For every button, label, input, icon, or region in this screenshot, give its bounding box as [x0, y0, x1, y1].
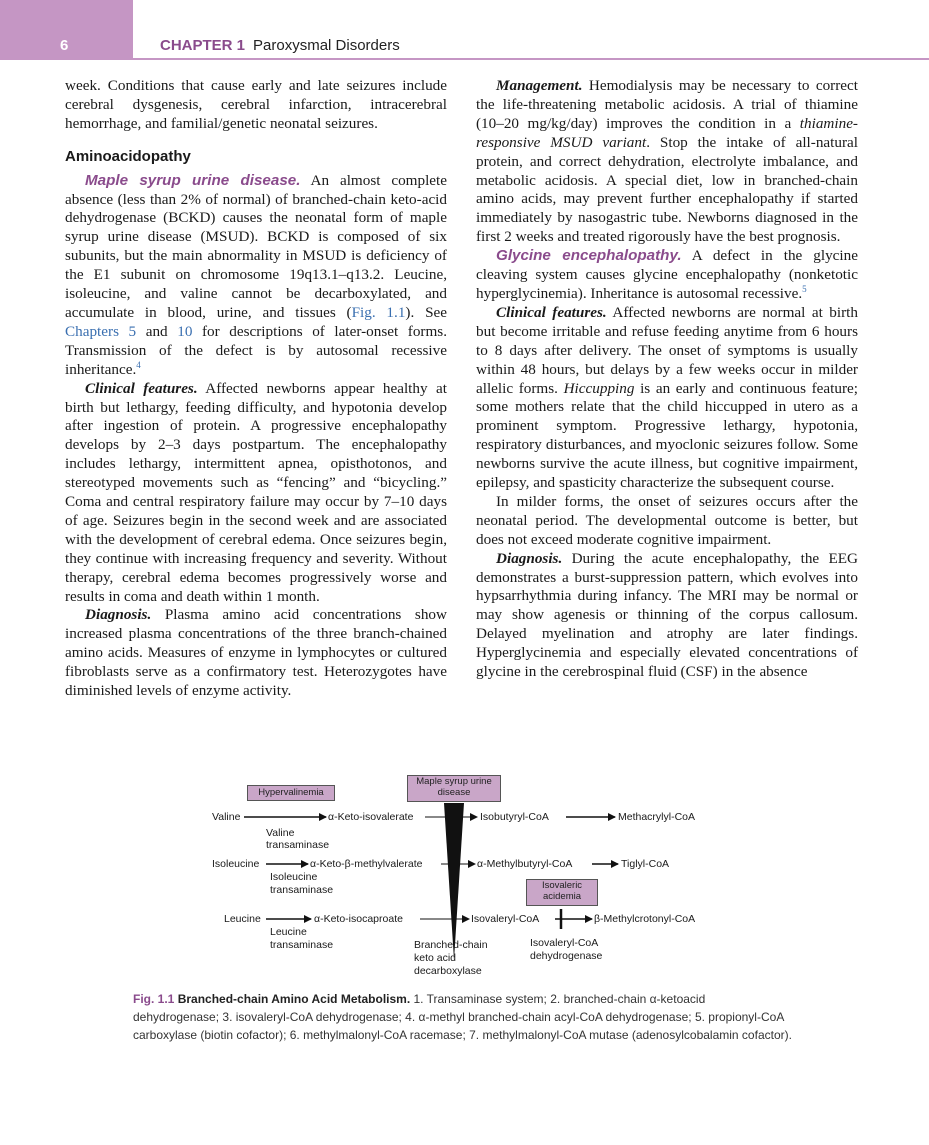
- management-text: Hemodialysis may be necessary to correct the life-threatening metabolic acidosis. A trial of thiamine (10–20 mg/kg/day) improves the condition in a: [476, 77, 858, 132]
- label-isoleucine-transaminase-2: transaminase: [270, 884, 334, 896]
- paragraph-glycine-diagnosis: [476, 550, 858, 682]
- subheading-glycine-encephalopathy: Glycine encephalopathy.: [496, 247, 682, 265]
- fig-1-1-link[interactable]: Fig. 1.1: [351, 303, 406, 321]
- running-head: [160, 37, 400, 54]
- management-italic: thiamine-responsive MSUD variant: [476, 114, 858, 151]
- label-tiglyl-coa: Tiglyl-CoA: [621, 858, 670, 870]
- diagnosis-text: Plasma amino acid concentrations show increased plasma concentrations of the three branch-chained amino acids. Measures of enzyme in lymphocytes or cultured fibroblasts serve as a confirmatory test. Heterozygotes have diminished levels of enzyme activity.: [65, 606, 447, 700]
- label-leucine-transaminase-2: transaminase: [270, 939, 334, 951]
- label-ivd-2: dehydrogenase: [530, 950, 603, 962]
- chapter-title: Paroxysmal Disorders: [253, 37, 400, 54]
- figure-title: Branched-chain Amino Acid Metabolism.: [177, 992, 411, 1006]
- figure-number: Fig. 1.1: [133, 992, 175, 1006]
- paragraph-seizure-causes: week. Conditions that cause early and late seizures include cerebral dysgenesis, cerebral infarction, intracerebral hemorrhage, and familial/genetic neonatal seizures.: [65, 77, 447, 132]
- chapter-10-link[interactable]: 10: [177, 322, 193, 340]
- msud-text-4: for descriptions of later-onset forms. Transmission of the defect is by autosomal recessive inheritance.: [65, 322, 447, 378]
- paragraph-msud-diagnosis: [65, 606, 447, 701]
- label-isobutyryl-coa: Isobutyryl-CoA: [480, 811, 549, 823]
- label-bckd-1: Branched-chain: [414, 939, 488, 951]
- msud-text-3: and: [136, 322, 178, 340]
- figure-caption: [133, 990, 793, 1044]
- label-msud-2: disease: [437, 787, 471, 798]
- chapter-number: CHAPTER 1: [160, 37, 246, 54]
- right-column: [476, 77, 858, 682]
- label-methylcrotonyl-coa: β-Methylcrotonyl-CoA: [594, 913, 696, 925]
- label-leucine: Leucine: [224, 913, 261, 925]
- label-msud-1: Maple syrup urine: [416, 776, 492, 787]
- label-valine-transaminase-2: transaminase: [266, 839, 330, 851]
- label-keto-methylvalerate: α-Keto-β-methylvalerate: [310, 858, 423, 870]
- label-bckd-3: decarboxylase: [414, 965, 482, 977]
- chapter-5-link[interactable]: Chapters 5: [65, 322, 137, 340]
- box-isovaleric-acidemia: [526, 879, 598, 906]
- hiccupping-italic: Hiccupping: [563, 379, 635, 397]
- label-iva-2: acidemia: [542, 891, 582, 902]
- msud-text: An almost complete absence (less than 2% of normal) of branched-chain keto-acid dehydrogenase (BCKD) causes the neonatal form of maple syrup urine disease (MSUD). BCKD is composed of six subunits, but the main abnormality in MSUD is deficiency of the E1 subunit on chromosome 19q13.1–q13.2. Leucine, isoleucine, and valine cannot be decarboxylated, and accumulate in blood, urine, and tissues (: [65, 171, 448, 321]
- subheading-clinical-features: Clinical features.: [85, 379, 198, 397]
- msud-block-wedge: [444, 803, 464, 960]
- label-ivd-1: Isovaleryl-CoA: [530, 937, 599, 949]
- label-valine: Valine: [212, 811, 241, 823]
- paragraph-msud: [65, 172, 447, 380]
- label-hypervalinemia: Hypervalinemia: [258, 787, 324, 798]
- subheading-diagnosis: Diagnosis.: [85, 606, 152, 624]
- subheading-management: Management.: [496, 77, 583, 94]
- paragraph-management: [476, 77, 858, 247]
- box-hypervalinemia: [247, 785, 335, 801]
- management-text-2: . Stop the intake of all-natural protein, and correct dehydration, electrolyte imbalance, and metabolic acidosis. A special diet, low in branched-chain amino acids, may prevent further encephalopathy if started immediately by nasogastric tube. Newborns diagnosed in the first 2 weeks and treated rigorously have the best prognosis.: [476, 133, 858, 246]
- subheading-clinical-features-2: Clinical features.: [496, 303, 607, 321]
- label-isoleucine: Isoleucine: [212, 858, 260, 870]
- label-methacrylyl-coa: Methacrylyl-CoA: [618, 811, 696, 823]
- label-isovaleryl-coa: Isovaleryl-CoA: [471, 913, 540, 925]
- page-number: 6: [60, 37, 69, 54]
- figure-1-1-diagram: [200, 770, 720, 985]
- subheading-msud: Maple syrup urine disease.: [85, 171, 301, 189]
- label-bckd-2: keto acid: [414, 952, 457, 964]
- reference-4[interactable]: 4: [136, 359, 141, 370]
- label-valine-transaminase-1: Valine: [266, 827, 295, 839]
- left-column: [65, 77, 447, 701]
- glycine-text: A defect in the glycine cleaving system causes glycine encephalopathy (nonketotic hyperglycinemia). Inheritance is autosomal recessive.: [476, 247, 858, 302]
- paragraph-msud-clinical: [65, 380, 447, 607]
- box-msud: [407, 775, 501, 802]
- msud-text-2: ). See: [405, 303, 447, 321]
- label-isoleucine-transaminase-1: Isoleucine: [270, 871, 318, 883]
- paragraph-glycine: [476, 247, 858, 304]
- glycine-clinical-text-2: is an early and continuous feature; some mothers relate that the child hiccupped in utero as a prominent symptom. Progressive lethargy, hypotonia, respiratory disturbances, and myoclonic seizures follow. Some newborns survive the acute illness, but cognitive impairment, epilepsy, and spasticity characterize the subsequent course.: [476, 379, 858, 492]
- subheading-diagnosis-2: Diagnosis.: [496, 549, 563, 567]
- glycine-diagnosis-text: During the acute encephalopathy, the EEG demonstrates a burst-suppression pattern, which evolves into hypsarrhythmia during infancy. The MRI may be normal or may show agenesis or thinning of the corpus callosum. Delayed myelination and atrophy are later findings. Hyperglycinemia and especially elevated concentrations of glycine in the cerebrospinal fluid (CSF) in the absence: [476, 549, 858, 681]
- label-keto-isocaproate: α-Keto-isocaproate: [314, 913, 403, 925]
- reference-5[interactable]: 5: [802, 283, 807, 294]
- label-methylbutyryl-coa: α-Methylbutyryl-CoA: [477, 858, 573, 870]
- paragraph-milder-forms: In milder forms, the onset of seizures occurs after the neonatal period. The developmental outcome is better, but does not exceed moderate cognitive impairment.: [476, 492, 858, 548]
- section-heading-aminoacidopathy: Aminoacidopathy: [65, 147, 191, 165]
- paragraph-glycine-clinical: [476, 304, 858, 493]
- caption-text: 1. Transaminase system; 2. branched-chain α-ketoacid dehydrogenase; 3. isovaleryl-CoA dehydrogenase; 4. α-methyl branched-chain acyl-CoA dehydrogenase; 5. propionyl-CoA carboxylase (biotin cofactor); 6. methylmalonyl-CoA racemase; 7. methylmalonyl-CoA mutase (adenosylcobalamin cofactor).: [133, 992, 792, 1042]
- clinical-features-text: Affected newborns appear healthy at birth but lethargy, feeding difficulty, and hypotonia develop after ingestion of protein. A progressive encephalopathy develops by 2–3 days postpartum. The encephalopathy includes lethargy, intermittent apnea, opisthotonos, and stereotyped movements such as “fencing” and “bicycling.” Coma and central respiratory failure may occur by 7–10 days of age. Seizures begin in the second week and are associated with the development of cerebral edema. Once seizures begin, they continue with increasing frequency and severity. Without therapy, cerebral edema becomes progressively worse and results in coma and death within 1 month.: [65, 379, 447, 605]
- label-iva-1: Isovaleric: [541, 880, 583, 891]
- glycine-clinical-text: Affected newborns are normal at birth but become irritable and refuse feeding anytime from 6 hours to 8 days after delivery. The onset of symptoms is usually within 48 hours, but delays by a few weeks occur in milder allelic forms.: [476, 303, 858, 397]
- label-keto-isovalerate: α-Keto-isovalerate: [328, 811, 414, 823]
- header-rule: [133, 58, 929, 60]
- label-leucine-transaminase-1: Leucine: [270, 926, 307, 938]
